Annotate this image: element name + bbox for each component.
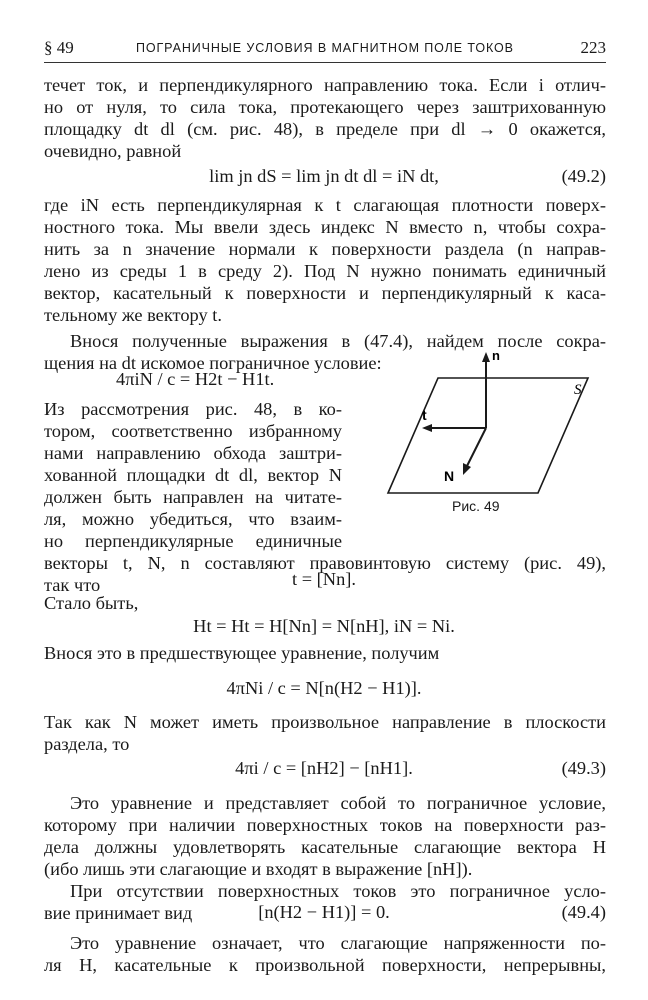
text-line: ля H, касательные к произвольной поверхности, непрерывны, [44, 955, 606, 975]
text-line: векторы t, N, n составляют правовинтовую систему (рис. 49), [44, 553, 606, 573]
equation-body: [n(H2 − H1)] = 0. [258, 902, 390, 922]
text-line: но перпендикулярные единичные [44, 531, 342, 551]
label-N: N [444, 468, 455, 484]
text-line: Внося полученные выражения в (47.4), найдем после сокра- [70, 331, 606, 351]
label-n: n [492, 348, 500, 363]
equation-frac-N: 4πNi / c = N[n(H2 − H1)]. [226, 678, 422, 698]
section-number: § 49 [44, 38, 74, 57]
vector-N [466, 428, 486, 468]
running-header [44, 38, 606, 60]
text-line: Из рассмотрения рис. 48, в ко- [44, 399, 342, 419]
text-line: вие принимает вид [44, 903, 193, 923]
equation-number: (49.2) [561, 166, 606, 186]
text-line: площадку dt dl (см. рис. 48), в пределе при dl → 0 окажется, [44, 119, 606, 139]
text-line: Так как N может иметь произвольное направление в плоскости [44, 712, 606, 732]
text-line: нами направлению обхода заштри- [44, 443, 342, 463]
text-line: Это уравнение и представляет собой то пограничное условие, [70, 793, 606, 813]
figure-caption: Рис. 49 [452, 498, 500, 514]
text-line: дела должны удовлетворять касательные слагающие вектора H [44, 837, 606, 857]
equation-body: 4πi / c = [nH2] − [nH1]. [235, 758, 413, 778]
page-number: 223 [580, 38, 606, 57]
text-line: лено из среды 1 в среду 2). Под N нужно понимать единичный [44, 261, 606, 281]
equation-number: (49.3) [561, 758, 606, 778]
text-line: так что [44, 575, 101, 595]
text-line: (ибо лишь эти слагающие и входят в выражение [nH]). [44, 859, 473, 879]
running-title: ПОГРАНИЧНЫЕ УСЛОВИЯ В МАГНИТНОМ ПОЛЕ ТОКОВ [136, 41, 514, 55]
text-line: Внося это в предшествующее уравнение, получим [44, 643, 440, 663]
header-rule [44, 62, 606, 63]
text-line: вектор, касательный к поверхности и перпендикулярный к каса- [44, 283, 606, 303]
plane-s [388, 378, 588, 493]
text-line: которому при наличии поверхностных токов на поверхности раз- [44, 815, 606, 835]
arrow-t-icon [422, 424, 432, 432]
equation-number: (49.4) [561, 902, 606, 922]
text-line: ностного тока. Мы ввели здесь индекс N вместо n, чтобы сохра- [44, 217, 606, 237]
text-line: щения на dt искомое пограничное условие: [44, 353, 382, 373]
label-t: t [422, 407, 427, 423]
equation-t-Nn: t = [Nn]. [292, 569, 356, 589]
text-line: При отсутствии поверхностных токов это пограничное усло- [70, 881, 606, 901]
text-line: Это уравнение означает, что слагающие напряженности по- [70, 933, 606, 953]
label-S: S [574, 382, 582, 398]
figure-49 [378, 348, 608, 523]
text-line: течет ток, и перпендикулярного направлению тока. Если i отлич- [44, 75, 606, 95]
text-line: хованной площадки dt dl, вектор N [44, 465, 342, 485]
text-line: Стало быть, [44, 593, 139, 613]
text-line: ля, можно убедиться, что взаим- [44, 509, 342, 529]
text-line: но от нуля, то сила тока, протекающего через заштрихованную [44, 97, 606, 117]
arrow-n-icon [482, 352, 490, 362]
equation-body: 4πiN / c = H2t − H1t. [116, 369, 275, 389]
text-line: нить за n значение нормали к поверхности раздела (n направ- [44, 239, 606, 259]
equation-boundary [116, 364, 366, 394]
text-line: где iN есть перпендикулярная к t слагающая плотности поверх- [44, 195, 606, 215]
equation-Ht: Ht = Ht = H[Nn] = N[nH], iN = Ni. [193, 616, 455, 636]
text-line: раздела, то [44, 734, 130, 754]
text-line: тельному же вектору t. [44, 305, 222, 325]
text-line: должен быть направлен на читате- [44, 487, 342, 507]
text-line: тором, соответственно избранному [44, 421, 342, 441]
equation-body: lim jn dS = lim jn dt dl = iN dt, [209, 166, 439, 186]
text-line: очевидно, равной [44, 141, 182, 161]
